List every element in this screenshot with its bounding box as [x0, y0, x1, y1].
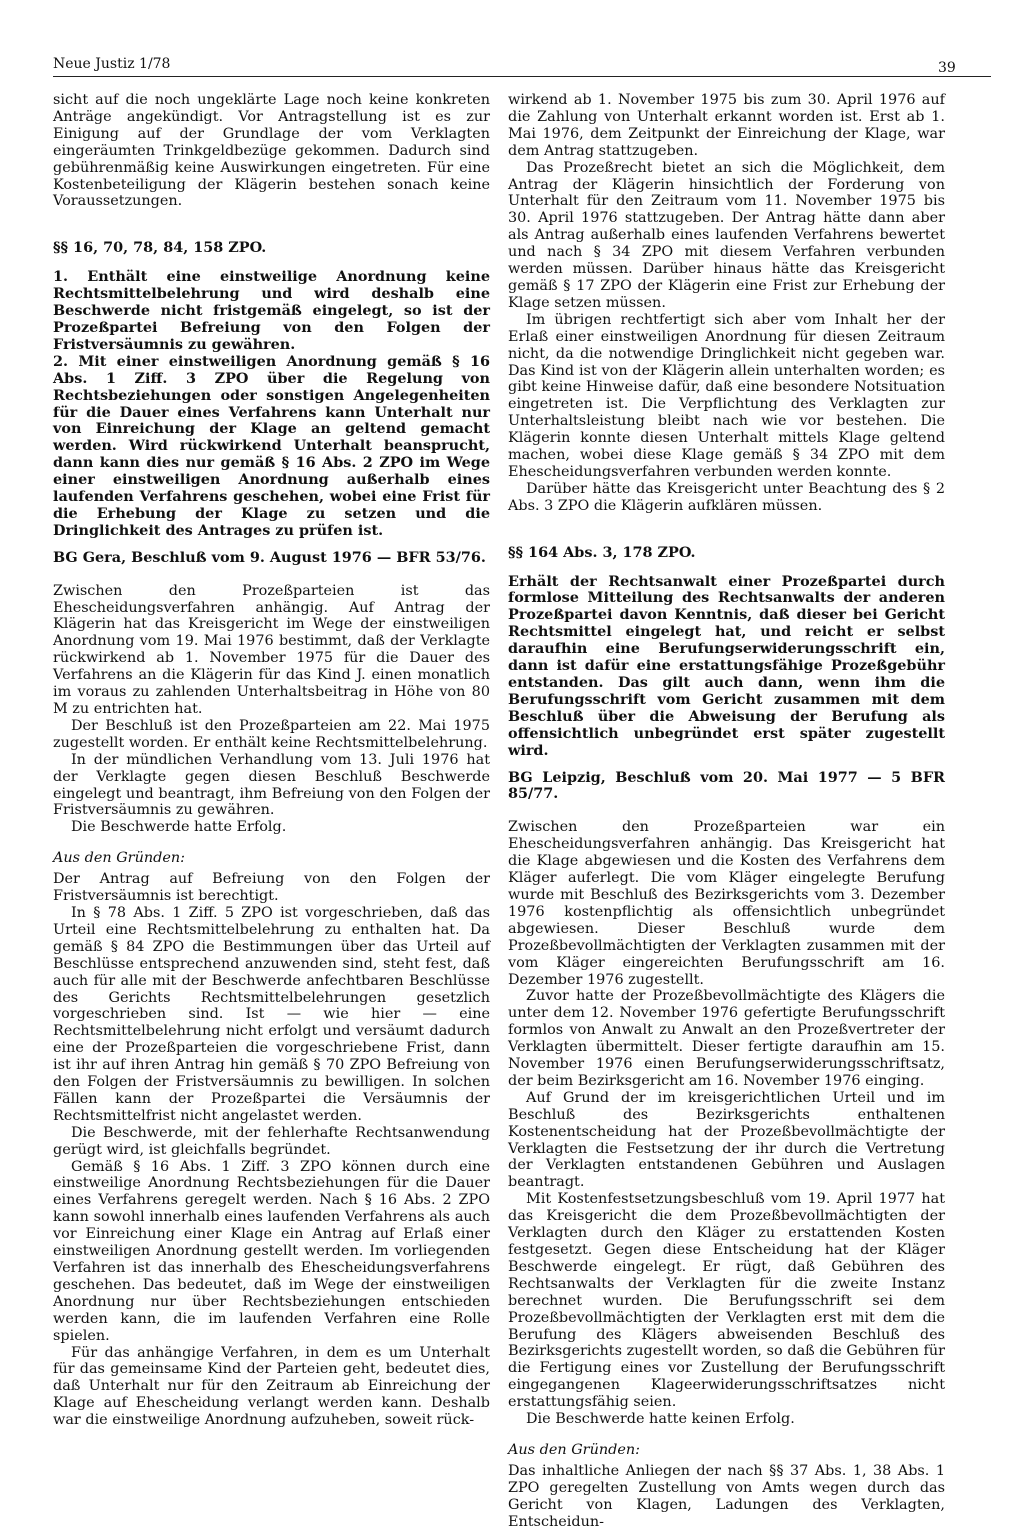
header-rule	[53, 76, 991, 77]
left-column	[53, 92, 490, 1429]
headnote-2: 2. Mit einer einstweiligen Anordnung gemäß § 16 Abs. 1 Ziff. 3 ZPO über die Regelung von Rechtsbeziehungen oder sonstigen Angelegenheiten für die Dauer eines Verfahrens kann Unterhalt nur von Einreichung der Klage an geltend gemacht werden. Wird rückwirkend Unterhalt beansprucht, dann kann dies nur gemäß § 16 Abs. 2 ZPO im Wege einer einstweiligen Anordnung außerhalb eines laufenden Verfahrens geschehen, wobei eine Frist für die Erhebung der Klage zu setzen und die Dringlichkeit des Antrages zu prüfen ist.	[53, 352, 490, 539]
paragraph: Auf Grund der im kreisgerichtlichen Urteil und im Beschluß des Bezirksgerichts enthaltenen Kostenentscheidung hat der Prozeßbevollmächtigte der Verklagten die Festsetzung der ihr durch die Vertretung der Verklagten entstandenen Gebühren und Auslagen beantragt.	[508, 1089, 945, 1191]
paragraph: wirkend ab 1. November 1975 bis zum 30. April 1976 auf die Zahlung von Unterhalt erkannt worden ist. Erst ab 1. Mai 1976, dem Zeitpunkt der Einreichung der Klage, war dem Antrag stattzugeben.	[508, 92, 945, 159]
page-number: 39	[938, 60, 956, 76]
paragraph: sicht auf die noch ungeklärte Lage noch keine konkreten Anträge angekündigt. Vor Antragstellung ist es zur Einigung auf der Grundlage der vom Verklagten eingeräumten Trinkgeldbezüge gekommen. Dadurch sind gebührenmäßig keine Auswirkungen eingetreten. Für eine Kostenbeteiligung der Klägerin bestehen sonach keine Voraussetzungen.	[53, 92, 490, 210]
paragraph: Darüber hätte das Kreisgericht unter Beachtung des § 2 Abs. 3 ZPO die Klägerin aufklären müssen.	[508, 480, 945, 514]
paragraph: Der Beschluß ist den Prozeßparteien am 22. Mai 1975 zugestellt worden. Er enthält keine Rechtsmittelbelehrung.	[53, 717, 490, 751]
paragraph: In § 78 Abs. 1 Ziff. 5 ZPO ist vorgeschrieben, daß das Urteil eine Rechtsmittelbelehrung zu enthalten hat. Da gemäß § 84 ZPO die Bestimmungen über das Urteil auf Beschlüsse entsprechend anzuwenden sind, steht fest, daß auch für alle mit der Beschwerde anfechtbaren Beschlüsse des Gerichts Rechtsmittelbelehrungen gesetzlich vorgeschrieben sind. Ist — wie hier — eine Rechtsmittelbelehrung nicht erfolgt und versäumt dadurch eine der Prozeßparteien die vorgeschriebene Frist, dann ist ihr auf ihren Antrag hin gemäß § 70 ZPO Befreiung von den Folgen der Fristversäumnis zu bewilligen. In solchen Fällen kann der Prozeßpartei die Versäumnis der Rechtsmittelfrist nicht angelastet werden.	[53, 904, 490, 1124]
section-subheading: Aus den Gründen:	[508, 1441, 640, 1458]
headnote: Erhält der Rechtsanwalt einer Prozeßpartei durch formlose Mitteilung des Rechtsanwalts der anderen Prozeßpartei davon Kenntnis, daß dieser bei Gericht Rechtsmittel eingelegt hat, und reicht er selbst daraufhin eine Berufungserwiderungsschrift ein, dann ist dafür eine erstattungsfähige Prozeßgebühr entstanden. Das gilt auch dann, wenn ihm die Berufungsschrift vom Gericht zusammen mit dem Beschluß über die Abweisung der Berufung als offensichtlich unbegründet erst später zugestellt wird.	[508, 572, 945, 759]
paragraph: Die Beschwerde hatte Erfolg.	[71, 819, 287, 836]
headnote-1: 1. Enthält eine einstweilige Anordnung keine Rechtsmittelbelehrung und wird deshalb eine Beschwerde nicht fristgemäß eingelegt, so ist der Prozeßpartei Befreiung von den Folgen der Fristversäumnis zu gewähren.	[53, 268, 490, 353]
paragraph: Der Antrag auf Befreiung von den Folgen der Fristversäumnis ist berechtigt.	[53, 871, 490, 905]
spacer	[508, 515, 945, 529]
paragraph: Zwischen den Prozeßparteien ist das Ehescheidungsverfahren anhängig. Auf Antrag der Klägerin hat das Kreisgericht im Wege der einstweiligen Anordnung vom 19. Mai 1976 bestimmt, daß der Verklagte rückwirkend ab 1. November 1975 für die Dauer des Verfahrens an die Klägerin für das Kind J. einen monatlich im voraus zu zahlenden Unterhaltsbeitrag in Höhe von 80 M zu entrichten hat.	[53, 582, 490, 717]
paragraph: Zwischen den Prozeßparteien war ein Ehescheidungsverfahren anhängig. Das Kreisgericht hat die Klage abgewiesen und die Kosten des Verfahrens dem Kläger auferlegt. Die vom Kläger eingelegte Berufung wurde mit Beschluß des Bezirksgerichts vom 3. Dezember 1976 kostenpflichtig als offensichtlich unbegründet abgewiesen. Dieser Beschluß wurde dem Prozeßbevollmächtigten der Verklagten zusammen mit der vom Kläger eingereichten Berufungsschrift am 16. Dezember 1976 zugestellt.	[508, 819, 945, 988]
paragraph: Das inhaltliche Anliegen der nach §§ 37 Abs. 1, 38 Abs. 1 ZPO geregelten Zustellung von Amts wegen durch das Gericht von Klagen, Ladungen des Verklagten, Entscheidun-	[508, 1462, 945, 1530]
paragraph: Die Beschwerde, mit der fehlerhafte Rechtsanwendung gerügt wird, ist gleichfalls begründet.	[53, 1124, 490, 1158]
paragraph: In der mündlichen Verhandlung vom 13. Juli 1976 hat der Verklagte gegen diesen Beschluß Beschwerde eingelegt und beantragt, ihm Befreiung von den Folgen der Fristversäumnis zu gewähren.	[53, 751, 490, 819]
paragraph: Die Beschwerde hatte keinen Erfolg.	[526, 1411, 795, 1428]
court-citation: BG Leipzig, Beschluß vom 20. Mai 1977 — 5 BFR 85/77.	[508, 768, 945, 803]
right-column	[508, 92, 945, 1531]
paragraph: Im übrigen rechtfertigt sich aber vom Inhalt her der Erlaß einer einstweiligen Anordnung für diesen Zeitraum nicht, da die notwendige Dringlichkeit nicht gegeben war. Das Kind ist von der Klägerin allein unterhalten worden; es gibt keine Hinweise dafür, daß eine besondere Notsituation eingetreten ist. Die Verpflichtung des Verklagten zur Unterhaltsleistung bleibt nach wie vor bestehen. Die Klägerin konnte diesen Unterhalt mittels Klage geltend machen, wobei diese Klage gemäß § 34 ZPO mit dem Ehescheidungsverfahren verbunden werden konnte.	[508, 311, 945, 480]
paragraph: Gemäß § 16 Abs. 1 Ziff. 3 ZPO können durch eine einstweilige Anordnung Rechtsbeziehungen für die Dauer eines Verfahrens geregelt werden. Nach § 16 Abs. 2 ZPO kann sowohl innerhalb eines laufenden Verfahrens als auch vor Einreichung einer Klage ein Antrag auf Erlaß einer einstweiligen Anordnung gestellt werden. Im vorliegenden Verfahren ist das innerhalb des Ehescheidungsverfahrens geschehen. Das bedeutet, daß im Wege der einstweiligen Anordnung nur über Rechtsbeziehungen entschieden werden kann, die im laufenden Verfahren eine Rolle spielen.	[53, 1158, 490, 1344]
statute-reference: §§ 164 Abs. 3, 178 ZPO.	[508, 543, 696, 561]
paragraph: Für das anhängige Verfahren, in dem es um Unterhalt für das gemeinsame Kind der Parteien geht, bedeutet dies, daß Unterhalt nur für den Zeitraum ab Einreichung der Klage auf Ehescheidung verlangt werden kann. Deshalb war die einstweilige Anordnung aufzuheben, soweit rück-	[53, 1344, 490, 1429]
court-citation: BG Gera, Beschluß vom 9. August 1976 — BFR 53/76.	[53, 548, 486, 566]
spacer	[53, 210, 490, 224]
paragraph: Mit Kostenfestsetzungsbeschluß vom 19. April 1977 hat das Kreisgericht die dem Prozeßbevollmächtigten der Verklagten durch den Kläger zu erstattenden Kosten festgesetzt. Gegen diese Entscheidung hat der Kläger Beschwerde eingelegt. Er rügt, daß Gebühren des Rechtsanwalts der Verklagten für die zweite Instanz berechnet wurden. Die Berufungsschrift sei dem Prozeßbevollmächtigten der Verklagten erst mit dem die Berufung des Klägers abweisenden Beschluß des Bezirksgerichts zugestellt worden, so daß die Gebühren für die Fertigung eines vor Zustellung der Berufungsschrift eingegangenen Klageerwiderungsschriftsatzes nicht erstattungsfähig seien.	[508, 1191, 945, 1411]
paragraph: Das Prozeßrecht bietet an sich die Möglichkeit, dem Antrag der Klägerin hinsichtlich der Forderung von Unterhalt für den Zeitraum vom 11. November 1975 bis 30. April 1976 stattzugeben. Der Antrag hätte dann aber als Antrag außerhalb eines laufenden Verfahrens bewertet und nach § 34 ZPO mit diesem Verfahren verbunden werden müssen. Darüber hinaus hätte das Kreisgericht gemäß § 17 ZPO der Klägerin eine Frist zur Erhebung der Klage setzen müssen.	[508, 159, 945, 311]
statute-reference: §§ 16, 70, 78, 84, 158 ZPO.	[53, 239, 267, 257]
running-header-journal: Neue Justiz 1/78	[53, 56, 171, 72]
paragraph: Zuvor hatte der Prozeßbevollmächtigte des Klägers die unter dem 12. November 1976 gefertigte Berufungsschrift formlos von Anwalt zu Anwalt an den Prozeßvertreter der Verklagten übermittelt. Dieser fertigte daraufhin am 15. November 1976 einen Berufungserwiderungsschriftsatz, der beim Bezirksgericht am 16. November 1976 einging.	[508, 988, 945, 1089]
section-subheading: Aus den Gründen:	[53, 850, 185, 867]
